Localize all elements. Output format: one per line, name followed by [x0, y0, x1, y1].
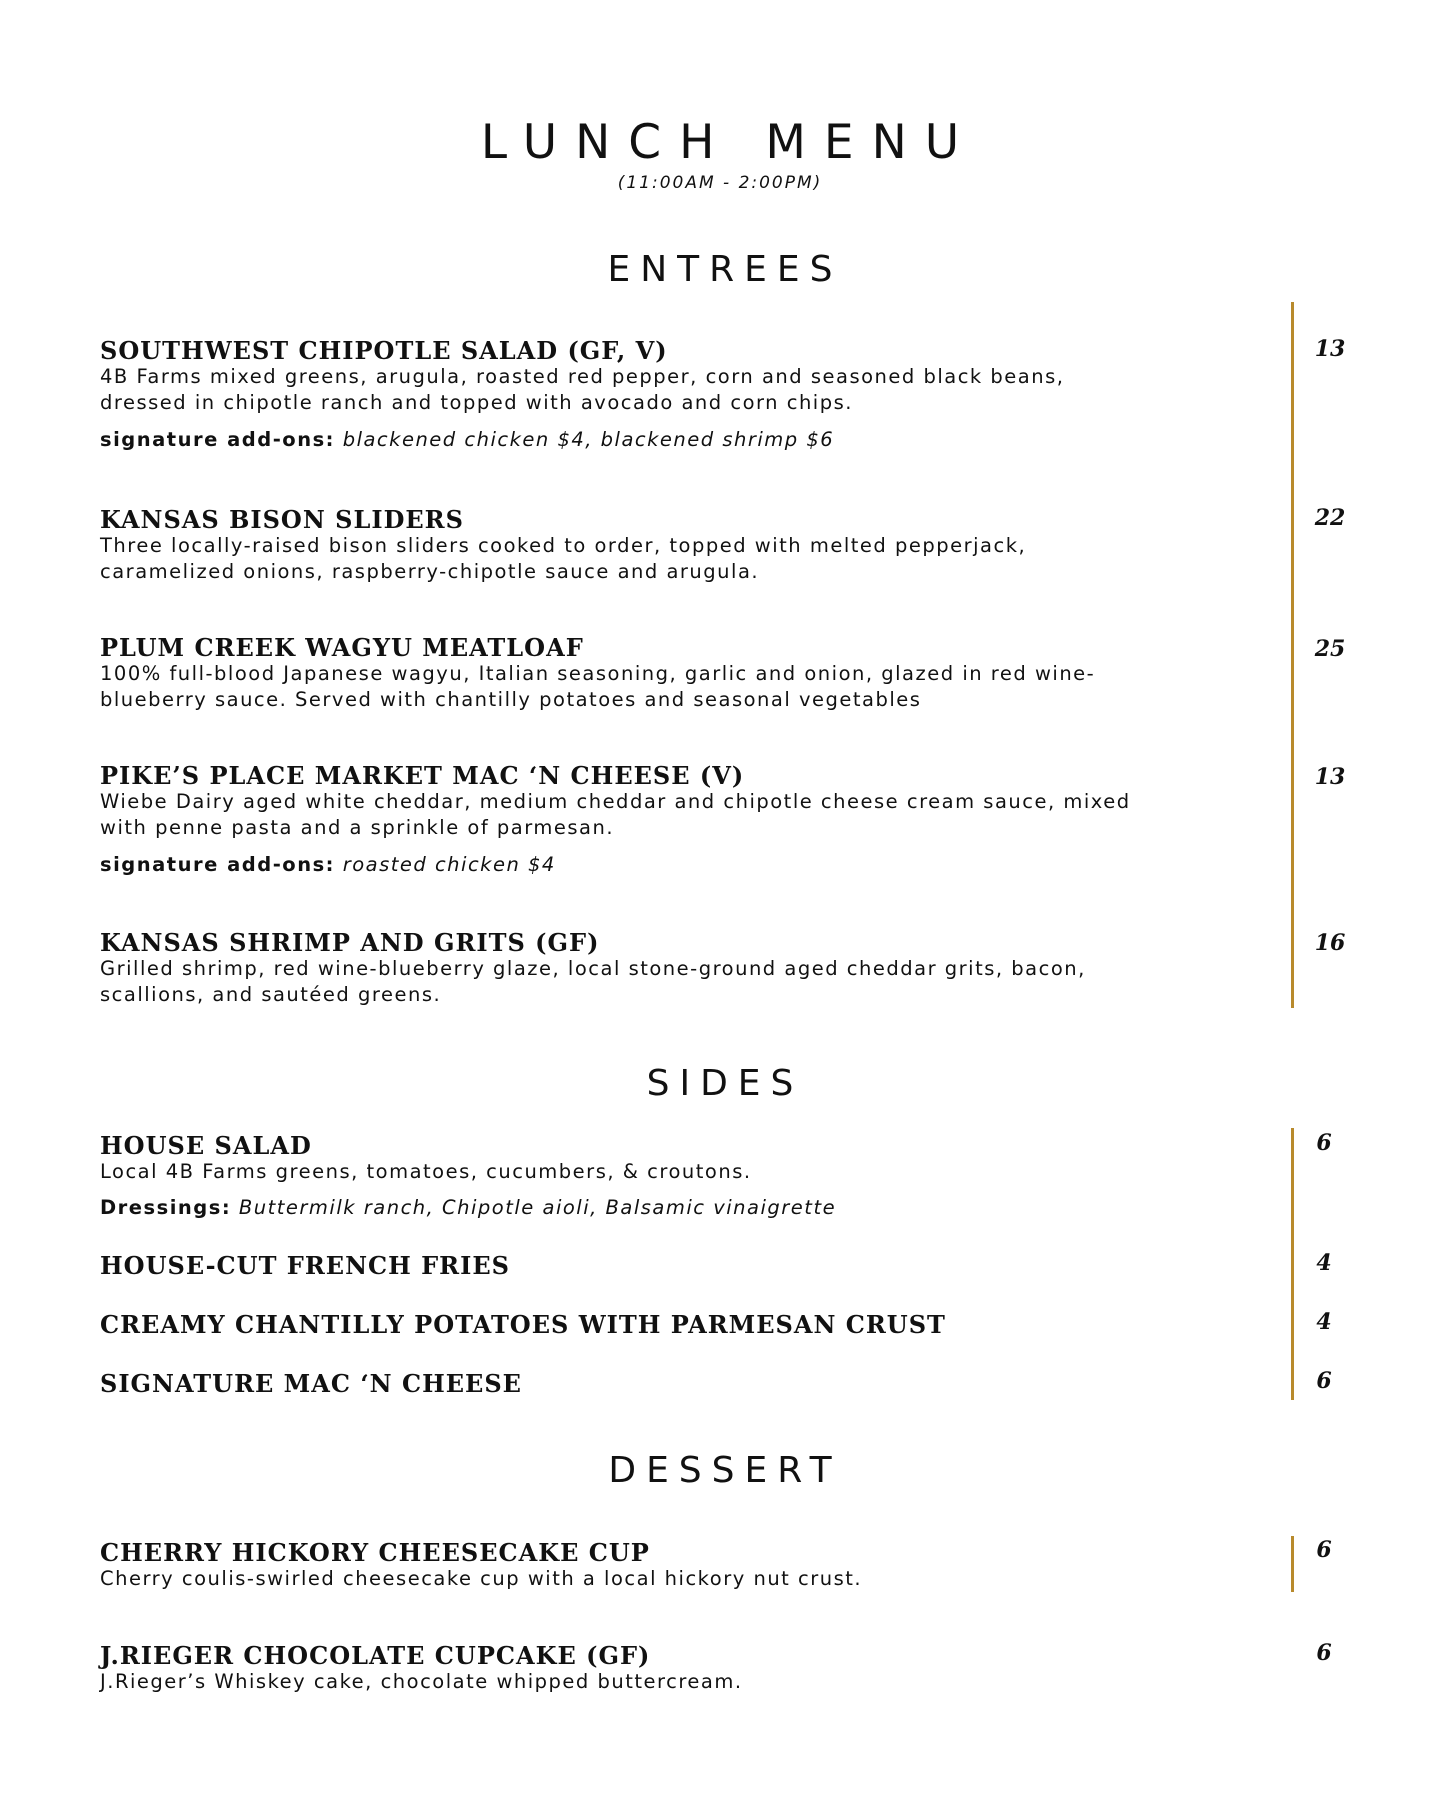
dessert-price: 6 [1316, 1640, 1332, 1666]
entree-price: 16 [1314, 930, 1346, 956]
entree-description-line: dressed in chipotle ranch and topped with avocado and corn chips. [100, 391, 853, 414]
entree-description-line: 100% full-blood Japanese wagyu, Italian seasoning, garlic and onion, glazed in red wine- [100, 662, 1096, 685]
entree-description-line: Three locally-raised bison sliders cooked to order, topped with melted pepperjack, [100, 534, 1027, 557]
entree-description-line: caramelized onions, raspberry-chipotle sauce and arugula. [100, 560, 760, 583]
entree-name: SOUTHWEST CHIPOTLE SALAD (GF, V) [100, 336, 668, 365]
entree-name: PIKE’S PLACE MARKET MAC ‘N CHEESE (V) [100, 761, 745, 790]
entree-name: KANSAS BISON SLIDERS [100, 505, 464, 534]
entree-description-line: scallions, and sautéed greens. [100, 983, 442, 1006]
entree-description-line: blueberry sauce. Served with chantilly potatoes and seasonal vegetables [100, 688, 922, 711]
entrees-divider-line [1291, 302, 1294, 1008]
dressings-label: Dressings: [100, 1196, 232, 1219]
entree-name: KANSAS SHRIMP AND GRITS (GF) [100, 928, 600, 957]
dessert-name: J.RIEGER CHOCOLATE CUPCAKE (GF) [100, 1641, 651, 1670]
addons-value: blackened chicken $4, blackened shrimp $6 [342, 428, 835, 451]
entree-price: 13 [1314, 336, 1346, 362]
serving-hours: (11:00AM - 2:00PM) [617, 173, 823, 193]
side-price: 4 [1316, 1309, 1332, 1335]
dessert-heading: DESSERT [608, 1450, 842, 1491]
entree-description-line: Grilled shrimp, red wine-blueberry glaze, local stone-ground aged cheddar grits, bacon, [100, 957, 1086, 980]
entree-price: 13 [1314, 764, 1346, 790]
entree-addons [100, 852, 556, 878]
side-name: HOUSE-CUT FRENCH FRIES [100, 1251, 510, 1280]
entree-description-line: 4B Farms mixed greens, arugula, roasted red pepper, corn and seasoned black beans, [100, 365, 1065, 388]
dessert-description-line: Cherry coulis-swirled cheesecake cup with a local hickory nut crust. [100, 1567, 863, 1590]
addons-value: roasted chicken $4 [342, 853, 556, 876]
sides-heading: SIDES [646, 1063, 804, 1104]
side-price: 4 [1316, 1250, 1332, 1276]
side-price: 6 [1316, 1130, 1332, 1156]
side-name: HOUSE SALAD [100, 1131, 312, 1160]
addons-label: signature add-ons: [100, 428, 335, 451]
dessert-description-line: J.Rieger’s Whiskey cake, chocolate whipped buttercream. [100, 1670, 743, 1693]
dressings-value: Buttermilk ranch, Chipotle aioli, Balsamic vinaigrette [238, 1196, 837, 1219]
side-dressings [100, 1195, 836, 1221]
dessert-price: 6 [1316, 1537, 1332, 1563]
entree-name: PLUM CREEK WAGYU MEATLOAF [100, 633, 584, 662]
entree-description-line: with penne pasta and a sprinkle of parmesan. [100, 816, 615, 839]
entree-addons [100, 427, 834, 453]
entree-price: 25 [1314, 636, 1346, 662]
dessert-name: CHERRY HICKORY CHEESECAKE CUP [100, 1538, 650, 1567]
side-description-line: Local 4B Farms greens, tomatoes, cucumbers, & croutons. [100, 1160, 752, 1183]
entree-description-line: Wiebe Dairy aged white cheddar, medium cheddar and chipotle cheese cream sauce, mixed [100, 790, 1131, 813]
menu-title: LUNCH MENU [480, 115, 978, 170]
entrees-heading: ENTREES [607, 249, 843, 290]
entree-price: 22 [1314, 505, 1346, 531]
addons-label: signature add-ons: [100, 853, 335, 876]
side-price: 6 [1316, 1368, 1332, 1394]
side-name: CREAMY CHANTILLY POTATOES WITH PARMESAN CRUST [100, 1310, 946, 1339]
side-name: SIGNATURE MAC ‘N CHEESE [100, 1369, 522, 1398]
